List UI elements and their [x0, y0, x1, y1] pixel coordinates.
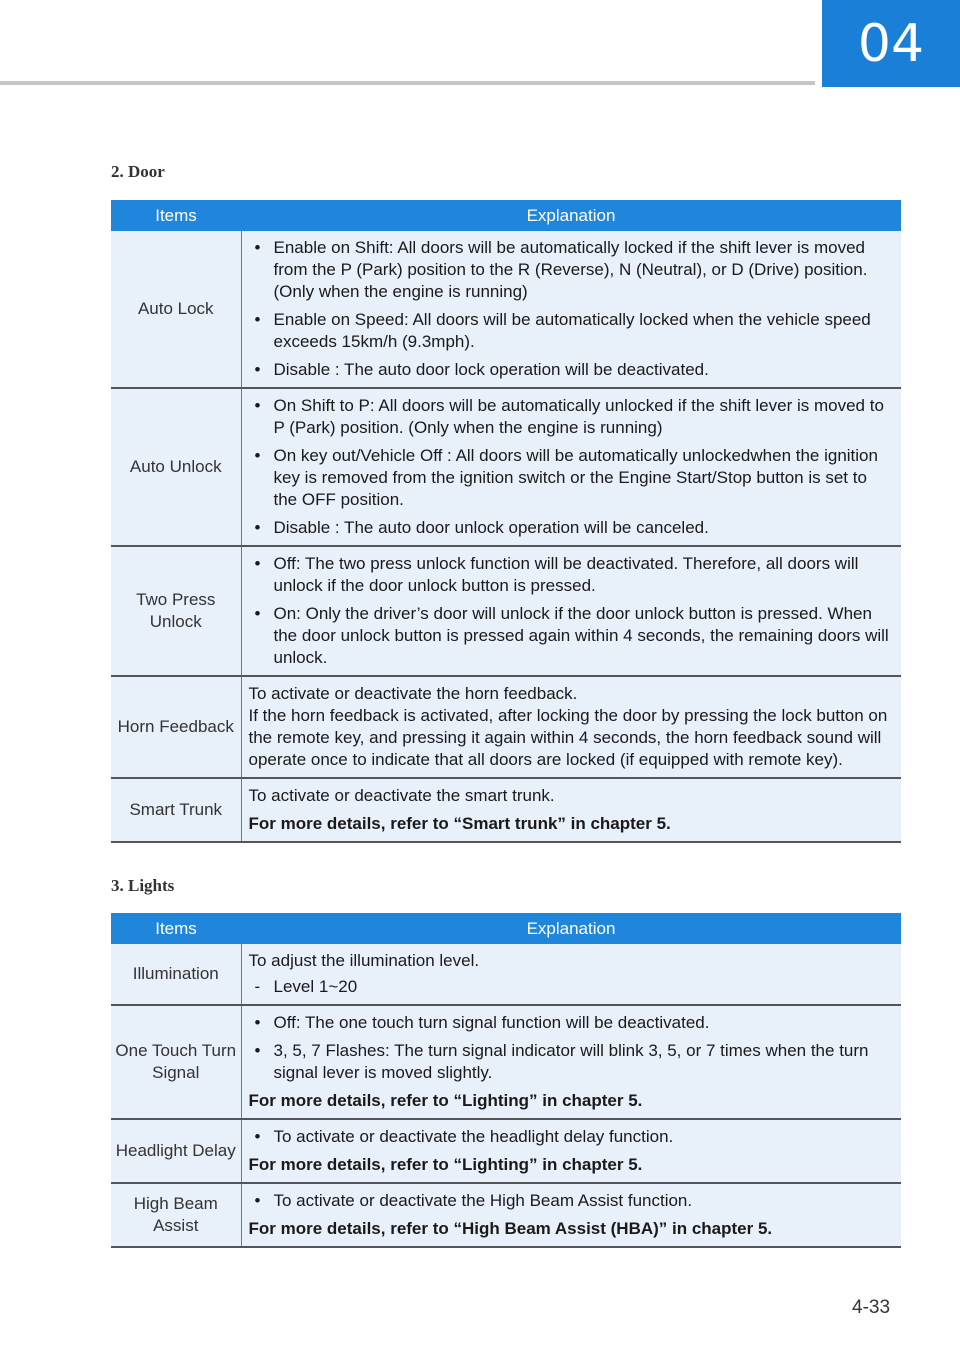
section-title-lights: 3. Lights — [111, 876, 175, 895]
table-row — [111, 231, 901, 388]
list-item: • On: Only the driver’s door will unlock if the door unlock button is pressed. When the door unlock button is pressed again within 4 seconds, the remaining doors will unlock. — [249, 603, 896, 669]
table-row — [111, 944, 901, 1005]
reference-note: For more details, refer to “Smart trunk” in chapter 5. — [248, 814, 671, 833]
row-explanation — [241, 388, 901, 546]
list-item: • Enable on Shift: All doors will be automatically locked if the shift lever is moved from the P (Park) position to the R (Reverse), N (Neutral), or D (Drive) position. (Only when the engine is running) — [249, 237, 896, 303]
table-row — [111, 388, 901, 546]
table-row — [111, 676, 901, 778]
list-item: • On key out/Vehicle Off : All doors will be automatically unlockedwhen the ignition key is removed from the ignition switch or the Engine Start/Stop button is set to the OFF position. — [249, 445, 896, 511]
list-item: • Off: The one touch turn signal function will be deactivated. — [249, 1012, 896, 1034]
row-item-label: Headlight Delay — [111, 1119, 241, 1183]
row-explanation — [241, 676, 901, 778]
row-item-label: Two Press Unlock — [111, 546, 241, 676]
row-explanation — [241, 546, 901, 676]
chapter-tab: 04 — [822, 0, 960, 87]
header-items: Items — [111, 913, 241, 944]
list-item: • Disable : The auto door lock operation will be deactivated. — [249, 359, 896, 381]
header-explanation: Explanation — [241, 913, 901, 944]
table-row — [111, 1183, 901, 1247]
table-row — [111, 546, 901, 676]
row-item-label: Horn Feedback — [111, 676, 241, 778]
row-item-label: Smart Trunk — [111, 778, 241, 842]
list-item: • On Shift to P: All doors will be automatically unlocked if the shift lever is moved to P (Park) position. (Only when the engine is running) — [249, 395, 896, 439]
row-item-label: Illumination — [111, 944, 241, 1005]
list-item: • Enable on Speed: All doors will be automatically locked when the vehicle speed exceeds 15km/h (9.3mph). — [249, 309, 896, 353]
table-row — [111, 778, 901, 842]
table-header — [111, 200, 901, 231]
header-items: Items — [111, 200, 241, 231]
section-title-door: 2. Door — [111, 162, 165, 181]
table-row — [111, 1005, 901, 1119]
list-item: • 3, 5, 7 Flashes: The turn signal indicator will blink 3, 5, or 7 times when the turn signal lever is moved slightly. — [249, 1040, 896, 1084]
lights-table — [111, 913, 901, 1248]
table-row — [111, 1119, 901, 1183]
explanation-text: To adjust the illumination level. — [248, 951, 480, 970]
list-item: • To activate or deactivate the High Beam Assist function. — [249, 1190, 896, 1212]
table-header — [111, 913, 901, 944]
list-item: • Disable : The auto door unlock operation will be canceled. — [249, 517, 896, 539]
row-item-label: Auto Unlock — [111, 388, 241, 546]
page-number: 4-33 — [852, 1297, 891, 1318]
list-item: • To activate or deactivate the headlight delay function. — [249, 1126, 896, 1148]
reference-note: For more details, refer to “Lighting” in chapter 5. — [248, 1155, 643, 1174]
explanation-text: If the horn feedback is activated, after locking the door by pressing the lock button on the remote key, and pressing it again within 4 seconds, the horn feedback sound will operate once to indicate that all doors are locked (if equipped with remote key). — [248, 706, 888, 769]
row-item-label: Auto Lock — [111, 231, 241, 388]
list-item: - Level 1~20 — [249, 976, 896, 998]
header-explanation: Explanation — [241, 200, 901, 231]
row-explanation — [241, 778, 901, 842]
header-rule — [0, 81, 815, 85]
row-explanation — [241, 1005, 901, 1119]
explanation-text: To activate or deactivate the horn feedback. — [248, 684, 578, 703]
door-table — [111, 200, 901, 843]
row-explanation — [241, 1183, 901, 1247]
row-explanation — [241, 1119, 901, 1183]
row-explanation — [241, 944, 901, 1005]
explanation-text: To activate or deactivate the smart trunk. — [248, 786, 555, 805]
row-explanation — [241, 231, 901, 388]
reference-note: For more details, refer to “Lighting” in chapter 5. — [248, 1091, 643, 1110]
row-item-label: High Beam Assist — [111, 1183, 241, 1247]
list-item: • Off: The two press unlock function will be deactivated. Therefore, all doors will unlock if the door unlock button is pressed. — [249, 553, 896, 597]
row-item-label: One Touch Turn Signal — [111, 1005, 241, 1119]
reference-note: For more details, refer to “High Beam Assist (HBA)” in chapter 5. — [248, 1219, 773, 1238]
